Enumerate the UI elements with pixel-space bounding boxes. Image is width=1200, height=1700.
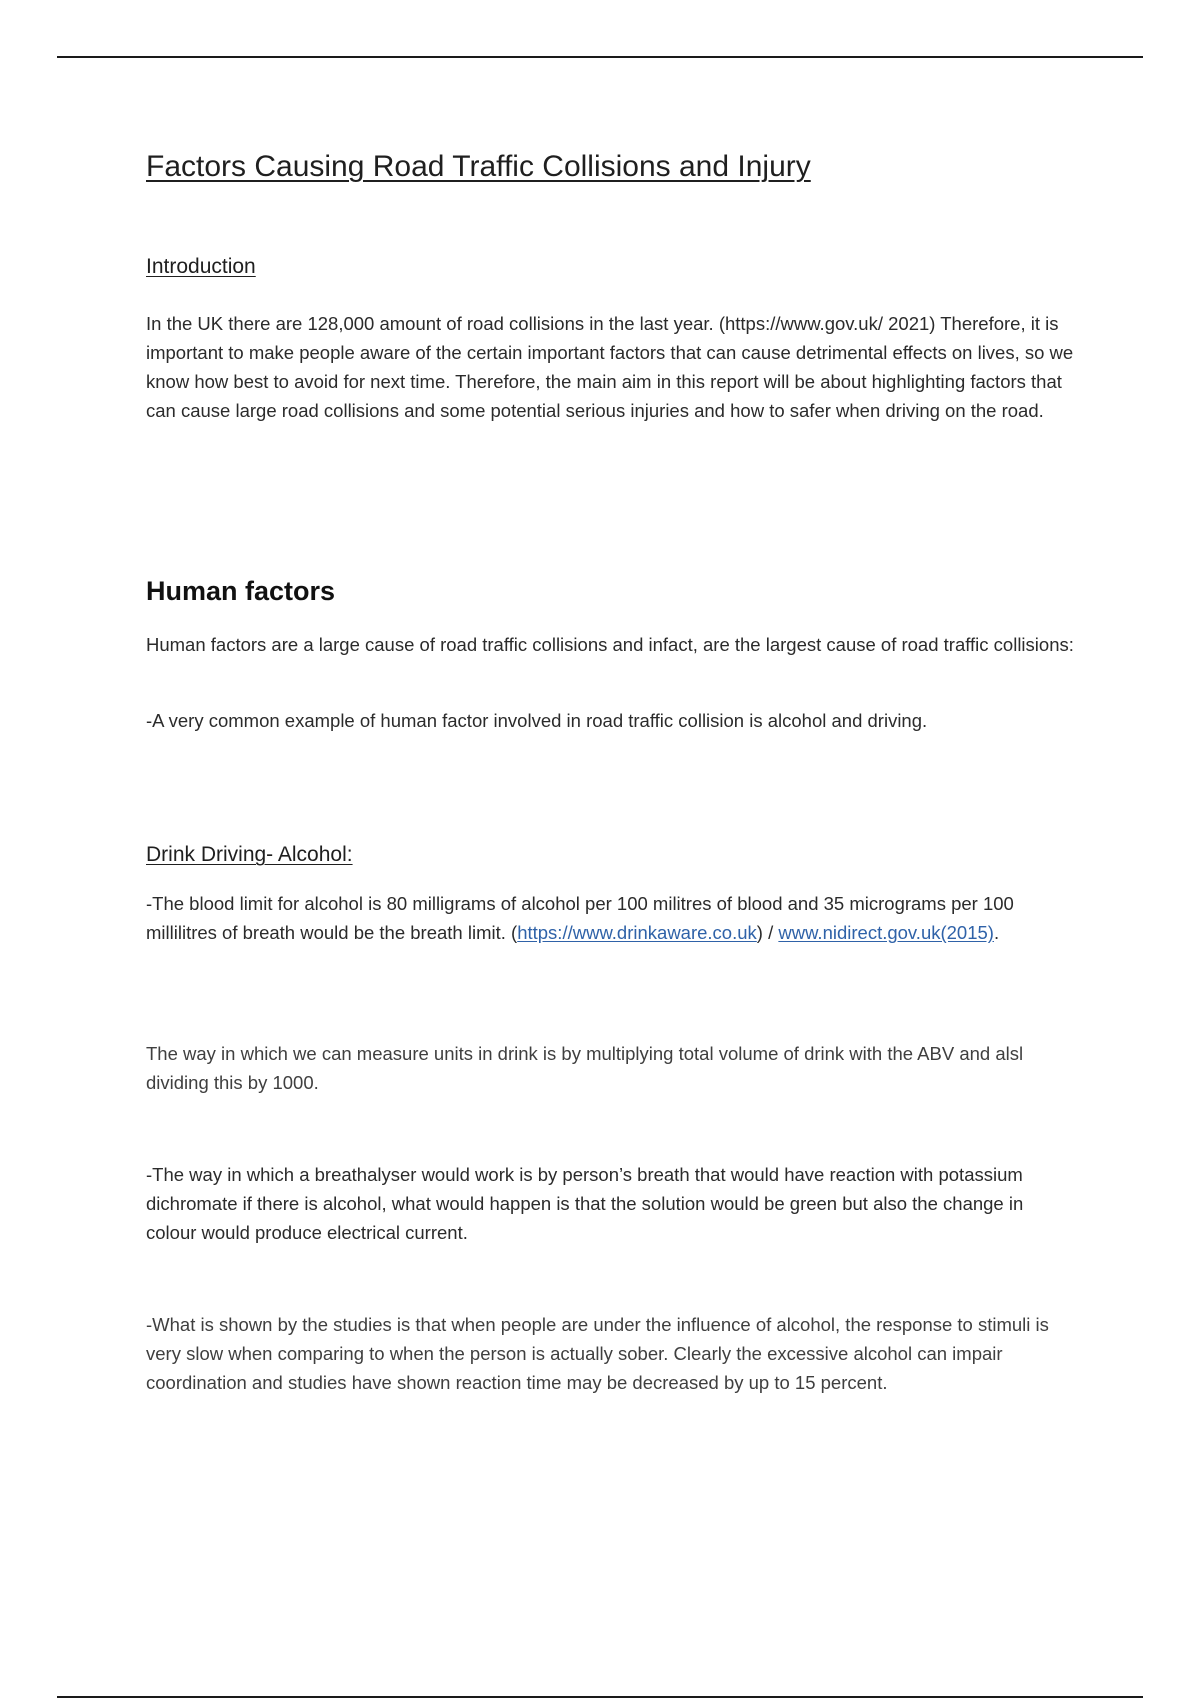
document-title: Factors Causing Road Traffic Collisions and Injury <box>146 150 811 183</box>
end-period: . <box>993 922 1000 943</box>
introduction-paragraph: In the UK there are 128,000 amount of road collisions in the last year. (https://www.gov.uk/ 2021) Therefore, it is important to make people aware of the certain important factors that can cause detrimental effects on lives, so we know how best to avoid for next time. Therefore, the main aim in this report will be about highlighting factors that can cause large road collisions and some potential serious injuries and how to safer when driving on the road. <box>146 313 1074 421</box>
link-separator: ) / <box>756 922 774 943</box>
introduction-heading: Introduction <box>146 255 256 278</box>
human-factors-heading: Human factors <box>146 576 336 606</box>
nidirect-link[interactable]: www.nidirect.gov.uk(2015) <box>778 922 994 943</box>
footer-rule <box>57 1696 1143 1698</box>
human-factors-paragraph: Human factors are a large cause of road traffic collisions and infact, are the largest cause of road traffic collisions: <box>146 634 1074 655</box>
open-paren: ( <box>511 922 518 943</box>
drink-driving-heading: Drink Driving- Alcohol: <box>146 843 353 866</box>
header-rule <box>57 56 1143 58</box>
studies-paragraph: -What is shown by the studies is that when people are under the influence of alcohol, the response to stimuli is very slow when comparing to when the person is actually sober. Clearly the excessive alcohol can impair coordination and studies have shown reaction time may be decreased by up to 15 percent. <box>146 1314 1049 1393</box>
breathalyser-paragraph: -The way in which a breathalyser would work is by person’s breath that would have reaction with potassium dichromate if there is alcohol, what would happen is that the solution would be green but also the change in colour would produce electrical current. <box>146 1164 1024 1243</box>
drinkaware-link[interactable]: https://www.drinkaware.co.uk <box>517 922 757 943</box>
alcohol-limit-paragraph <box>146 889 1076 947</box>
alcohol-example-paragraph: -A very common example of human factor involved in road traffic collision is alcohol and driving. <box>146 710 928 731</box>
units-paragraph: The way in which we can measure units in drink is by multiplying total volume of drink with the ABV and alsl dividing this by 1000. <box>146 1043 1024 1093</box>
alcohol-limit-text: -The blood limit for alcohol is 80 milligrams of alcohol per 100 militres of blood and 35 micrograms per 100 millilitres of breath would be the breath limit. <box>146 893 1014 943</box>
